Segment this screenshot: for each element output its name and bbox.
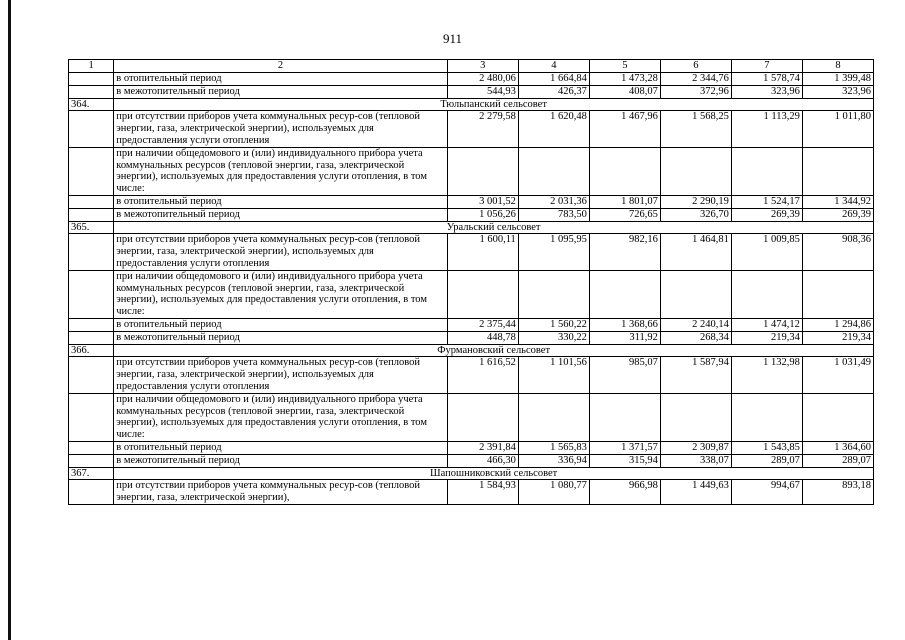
- value-cell: 1 543,85: [731, 441, 802, 454]
- row-number-cell: [69, 73, 114, 86]
- table-row: [69, 270, 874, 318]
- value-cell: 1 371,57: [589, 441, 660, 454]
- section-title: Шапошниковский сельсовет: [114, 467, 874, 480]
- section-row: [69, 467, 874, 480]
- section-title: Фурмановский сельсовет: [114, 344, 874, 357]
- column-number: 3: [447, 60, 518, 73]
- column-number-row: [69, 60, 874, 73]
- value-cell: 1 464,81: [660, 234, 731, 270]
- row-number-cell: [69, 270, 114, 318]
- value-cell: 3 001,52: [447, 195, 518, 208]
- value-cell: 219,34: [731, 331, 802, 344]
- value-cell: [589, 393, 660, 441]
- value-cell: 426,37: [518, 85, 589, 98]
- value-cell: [660, 393, 731, 441]
- scan-edge-line: [8, 0, 11, 640]
- table-row: [69, 208, 874, 221]
- value-cell: 269,39: [731, 208, 802, 221]
- value-cell: 1 587,94: [660, 357, 731, 393]
- value-cell: 372,96: [660, 85, 731, 98]
- value-cell: 1 344,92: [802, 195, 873, 208]
- row-label: в отопительный период: [114, 73, 448, 86]
- value-cell: 1 664,84: [518, 73, 589, 86]
- value-cell: 2 240,14: [660, 318, 731, 331]
- value-cell: 1 031,49: [802, 357, 873, 393]
- row-label: в отопительный период: [114, 195, 448, 208]
- value-cell: 1 449,63: [660, 480, 731, 505]
- value-cell: 1 095,95: [518, 234, 589, 270]
- row-label: при отсутствии приборов учета коммунальных ресур-сов (тепловой энергии, газа, электрической энергии), используемых для предоставления услуги отопления: [114, 111, 448, 147]
- row-label: в отопительный период: [114, 441, 448, 454]
- row-label: в межотопительный период: [114, 208, 448, 221]
- value-cell: 2 391,84: [447, 441, 518, 454]
- value-cell: 908,36: [802, 234, 873, 270]
- value-cell: 289,07: [802, 454, 873, 467]
- section-row: [69, 98, 874, 111]
- table-row: [69, 441, 874, 454]
- value-cell: 1 600,11: [447, 234, 518, 270]
- value-cell: 2 290,19: [660, 195, 731, 208]
- row-label: в межотопительный период: [114, 454, 448, 467]
- row-number-cell: [69, 147, 114, 195]
- value-cell: 1 801,07: [589, 195, 660, 208]
- column-number: 5: [589, 60, 660, 73]
- value-cell: 1 560,22: [518, 318, 589, 331]
- section-number: 366.: [69, 344, 114, 357]
- section-row: [69, 344, 874, 357]
- section-title: Уральский сельсовет: [114, 221, 874, 234]
- table-row: [69, 480, 874, 505]
- table-row: [69, 147, 874, 195]
- page-number: 911: [442, 31, 463, 46]
- row-label: при наличии общедомового и (или) индивидуального прибора учета коммунальных ресурсов (тепловой энергии, газа, электрической энергии), используемых для предоставления услуги отопления, в том числе:: [114, 393, 448, 441]
- value-cell: [802, 393, 873, 441]
- value-cell: [518, 270, 589, 318]
- value-cell: 994,67: [731, 480, 802, 505]
- section-number: 365.: [69, 221, 114, 234]
- value-cell: [731, 393, 802, 441]
- value-cell: 1 294,86: [802, 318, 873, 331]
- row-number-cell: [69, 111, 114, 147]
- value-cell: [589, 270, 660, 318]
- table-row: [69, 73, 874, 86]
- column-number: 1: [69, 60, 114, 73]
- value-cell: [447, 393, 518, 441]
- value-cell: 1 080,77: [518, 480, 589, 505]
- value-cell: [589, 147, 660, 195]
- row-number-cell: [69, 318, 114, 331]
- value-cell: [447, 270, 518, 318]
- value-cell: 893,18: [802, 480, 873, 505]
- value-cell: 1 056,26: [447, 208, 518, 221]
- value-cell: [518, 147, 589, 195]
- row-label: при отсутствии приборов учета коммунальных ресур-сов (тепловой энергии, газа, электрической энергии), используемых для предоставления услуги отопления: [114, 234, 448, 270]
- value-cell: 1 399,48: [802, 73, 873, 86]
- row-label: при отсутствии приборов учета коммунальных ресур-сов (тепловой энергии, газа, электрической энергии), используемых для предоставления услуги отопления: [114, 357, 448, 393]
- value-cell: [660, 147, 731, 195]
- column-number: 4: [518, 60, 589, 73]
- value-cell: 336,94: [518, 454, 589, 467]
- table-row: [69, 454, 874, 467]
- row-number-cell: [69, 393, 114, 441]
- table-row: [69, 318, 874, 331]
- value-cell: 219,34: [802, 331, 873, 344]
- value-cell: 289,07: [731, 454, 802, 467]
- row-label: в межотопительный период: [114, 331, 448, 344]
- value-cell: 323,96: [802, 85, 873, 98]
- column-number: 6: [660, 60, 731, 73]
- value-cell: 1 009,85: [731, 234, 802, 270]
- table-body: [69, 60, 874, 505]
- value-cell: 1 578,74: [731, 73, 802, 86]
- value-cell: 2 279,58: [447, 111, 518, 147]
- value-cell: 2 309,87: [660, 441, 731, 454]
- value-cell: 338,07: [660, 454, 731, 467]
- table-row: [69, 111, 874, 147]
- value-cell: 1 568,25: [660, 111, 731, 147]
- tariff-table: [68, 59, 874, 505]
- value-cell: 1 616,52: [447, 357, 518, 393]
- row-number-cell: [69, 85, 114, 98]
- value-cell: 330,22: [518, 331, 589, 344]
- value-cell: 311,92: [589, 331, 660, 344]
- column-number: 7: [731, 60, 802, 73]
- value-cell: 326,70: [660, 208, 731, 221]
- row-number-cell: [69, 331, 114, 344]
- section-number: 364.: [69, 98, 114, 111]
- value-cell: [802, 147, 873, 195]
- value-cell: [660, 270, 731, 318]
- value-cell: 2 344,76: [660, 73, 731, 86]
- value-cell: 269,39: [802, 208, 873, 221]
- value-cell: 268,34: [660, 331, 731, 344]
- row-label: при отсутствии приборов учета коммунальных ресур-сов (тепловой энергии, газа, электрической энергии),: [114, 480, 448, 505]
- value-cell: 1 113,29: [731, 111, 802, 147]
- value-cell: 466,30: [447, 454, 518, 467]
- value-cell: 2 480,06: [447, 73, 518, 86]
- value-cell: 1 364,60: [802, 441, 873, 454]
- value-cell: [518, 393, 589, 441]
- row-label: при наличии общедомового и (или) индивидуального прибора учета коммунальных ресурсов (тепловой энергии, газа, электрической энергии), используемых для предоставления услуги отопления, в том числе:: [114, 147, 448, 195]
- table-row: [69, 195, 874, 208]
- value-cell: 1 467,96: [589, 111, 660, 147]
- value-cell: 1 132,98: [731, 357, 802, 393]
- row-number-cell: [69, 441, 114, 454]
- value-cell: 783,50: [518, 208, 589, 221]
- row-number-cell: [69, 480, 114, 505]
- value-cell: 1 368,66: [589, 318, 660, 331]
- value-cell: 1 584,93: [447, 480, 518, 505]
- value-cell: [802, 270, 873, 318]
- row-number-cell: [69, 454, 114, 467]
- value-cell: 1 524,17: [731, 195, 802, 208]
- value-cell: 982,16: [589, 234, 660, 270]
- value-cell: 1 474,12: [731, 318, 802, 331]
- value-cell: 2 031,36: [518, 195, 589, 208]
- row-number-cell: [69, 234, 114, 270]
- value-cell: 1 473,28: [589, 73, 660, 86]
- table-row: [69, 234, 874, 270]
- value-cell: 2 375,44: [447, 318, 518, 331]
- section-number: 367.: [69, 467, 114, 480]
- value-cell: 315,94: [589, 454, 660, 467]
- table-row: [69, 85, 874, 98]
- value-cell: [447, 147, 518, 195]
- section-row: [69, 221, 874, 234]
- column-number: 2: [114, 60, 448, 73]
- value-cell: 448,78: [447, 331, 518, 344]
- row-number-cell: [69, 195, 114, 208]
- value-cell: 544,93: [447, 85, 518, 98]
- row-label: при наличии общедомового и (или) индивидуального прибора учета коммунальных ресурсов (тепловой энергии, газа, электрической энергии), используемых для предоставления услуги отопления, в том числе:: [114, 270, 448, 318]
- value-cell: 985,07: [589, 357, 660, 393]
- section-title: Тюльпанский сельсовет: [114, 98, 874, 111]
- value-cell: 1 565,83: [518, 441, 589, 454]
- column-number: 8: [802, 60, 873, 73]
- row-label: в межотопительный период: [114, 85, 448, 98]
- value-cell: 1 101,56: [518, 357, 589, 393]
- table-row: [69, 357, 874, 393]
- table-row: [69, 331, 874, 344]
- value-cell: 1 620,48: [518, 111, 589, 147]
- value-cell: [731, 270, 802, 318]
- row-number-cell: [69, 357, 114, 393]
- value-cell: 323,96: [731, 85, 802, 98]
- value-cell: 726,65: [589, 208, 660, 221]
- value-cell: 408,07: [589, 85, 660, 98]
- value-cell: [731, 147, 802, 195]
- row-label: в отопительный период: [114, 318, 448, 331]
- row-number-cell: [69, 208, 114, 221]
- table-row: [69, 393, 874, 441]
- value-cell: 966,98: [589, 480, 660, 505]
- value-cell: 1 011,80: [802, 111, 873, 147]
